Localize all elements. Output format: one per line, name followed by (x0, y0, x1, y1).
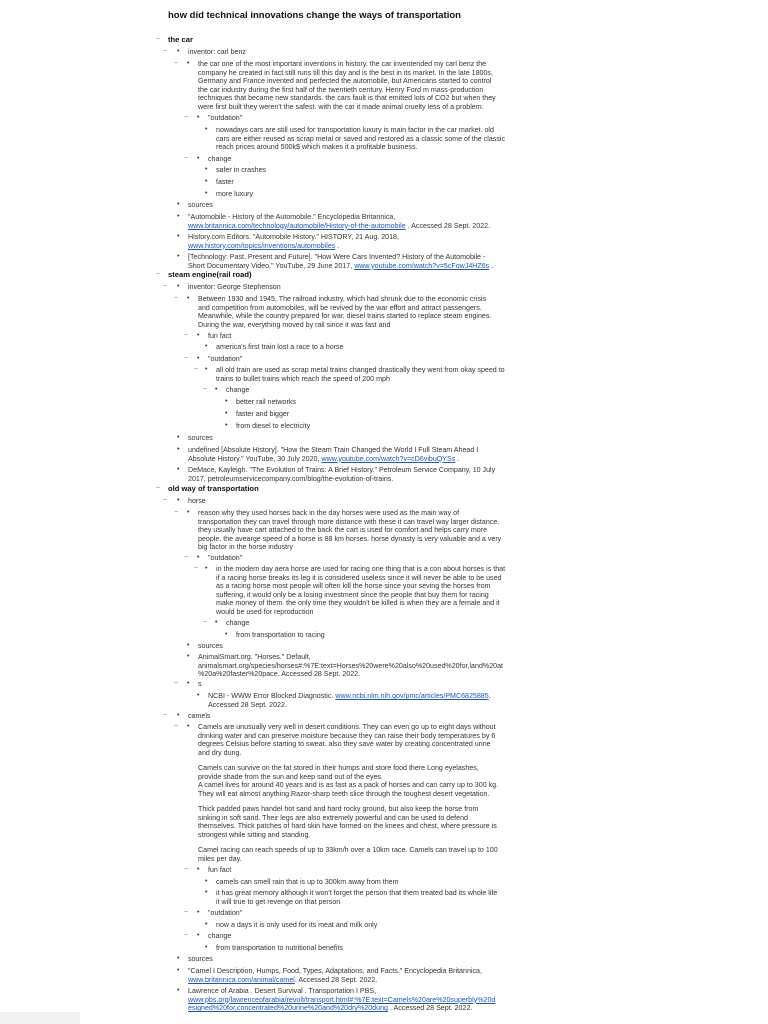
line-text: animalsmart.org/species/horses#:%7E:text=Horses%20were%20also%20used%20for,land%20at (198, 661, 504, 670)
outline-line (216, 582, 490, 591)
line-text: were first built they weren't the safest. with the car it made animal cruelty less of a problem. (198, 102, 484, 111)
collapse-toggle-icon[interactable]: − (184, 114, 189, 121)
outline-line (198, 103, 484, 112)
outline-line (208, 909, 242, 918)
outline-line (216, 898, 340, 907)
line-text: sources (188, 434, 213, 442)
line-text: inventor: George Stephenson (188, 283, 281, 291)
reference-link[interactable]: esigned%20for,concentrated%20urine%20and%20dry%20dung (188, 1004, 388, 1012)
line-text: it will true to get revenge on that person (216, 897, 341, 906)
outline-line (188, 434, 213, 443)
bottom-edge (0, 1012, 80, 1024)
outline-line (208, 692, 491, 701)
line-text: undefined [Absolute History]. "How the Steam Train Changed the World I Full Steam Ahead I (188, 446, 479, 454)
bullet-icon[interactable]: • (205, 944, 208, 951)
bullet-icon[interactable]: • (177, 283, 180, 290)
line-text: nowadays cars are still used for transportation luxury is main factor in the car market. old (216, 126, 494, 134)
outline-line (216, 608, 313, 617)
line-text: Meanwhile, while the country prepared for war, diesel trains started to replace steam engines. (198, 312, 492, 320)
bullet-icon[interactable]: • (205, 190, 208, 197)
bullet-icon[interactable]: • (187, 509, 190, 516)
bullet-icon[interactable]: • (205, 343, 208, 350)
line-text: A camel lives for around 40 years and is as fast as a pack of horses and can carry up to 300 kg. (198, 781, 499, 789)
outline-line (216, 343, 344, 352)
bullet-icon[interactable]: • (177, 446, 180, 453)
collapse-toggle-icon[interactable]: − (184, 909, 189, 916)
collapse-toggle-icon[interactable]: − (174, 509, 179, 516)
outline-line (208, 155, 231, 164)
collapse-toggle-icon[interactable]: − (174, 295, 179, 302)
outline-line (198, 732, 495, 741)
bullet-icon[interactable]: • (197, 554, 200, 561)
line-text: sources (188, 955, 213, 963)
outline-line (198, 822, 497, 831)
collapse-toggle-icon[interactable]: − (174, 723, 179, 730)
bullet-icon[interactable]: • (177, 967, 180, 974)
line-text: "outdation" (208, 554, 243, 562)
line-text: "outdation" (208, 909, 243, 917)
line-text: all old train are used as scrap metal trains changed drastically they went from okay speed to (216, 366, 505, 374)
line-suffix: . Accessed 28 Sept. 2022. (405, 221, 491, 230)
line-text: %20a%20faster%20pace. Accessed 28 Sept. 2022. (198, 670, 361, 678)
line-text: more luxury (216, 190, 254, 198)
outline-line (198, 831, 310, 840)
bullet-icon[interactable]: • (177, 233, 180, 240)
collapse-toggle-icon[interactable]: − (184, 554, 189, 561)
line-suffix: . (488, 692, 491, 700)
line-suffix: . (335, 241, 340, 250)
outline-line (198, 805, 478, 814)
outline-line (216, 143, 418, 152)
outline-line (216, 944, 343, 953)
bullet-icon[interactable]: • (205, 921, 208, 928)
line-text: DeMace, Kayleigh. "The Evolution of Trains: A Brief History." Petroleum Service Company, 10 July (188, 466, 496, 474)
line-suffix: . Accessed 28 Sept. 2022. (387, 1004, 473, 1012)
bullet-icon[interactable]: • (225, 422, 228, 429)
outline-line (216, 166, 266, 175)
bullet-icon[interactable]: • (215, 386, 218, 393)
line-text: Lawrence of Arabia . Desert Survival . Transportation I PBS, (188, 987, 377, 995)
bullet-icon[interactable]: • (187, 653, 190, 660)
line-text: change (226, 386, 250, 394)
line-text: change (226, 619, 250, 627)
outline-line (198, 526, 487, 535)
outline-line (208, 355, 242, 364)
outline-line (198, 814, 468, 823)
line-text: america's first train lost a race to a horse (216, 343, 344, 351)
line-suffix: . (489, 261, 494, 270)
collapse-toggle-icon[interactable]: − (163, 497, 168, 504)
outline-line (236, 631, 325, 640)
line-text: safer in crashes (216, 166, 267, 174)
bullet-icon[interactable]: • (187, 60, 190, 67)
line-text: trains to bullet trains which reach the speed of 200 mph (216, 374, 390, 383)
outline-line (216, 135, 505, 144)
outline-line (198, 662, 503, 671)
bullet-icon[interactable]: • (205, 878, 208, 885)
outline-line (208, 701, 287, 710)
line-text: horse (188, 497, 206, 505)
page-title: how did technical innovations change the ways of transportation (168, 10, 461, 21)
line-text: suffering, it would only be a losing investment since the people that buy them for racing (216, 590, 489, 599)
outline-line (198, 653, 311, 662)
outline-line (188, 253, 485, 262)
line-text: and competition from automobiles, will be revived by the war effort and attract passengers. (198, 303, 482, 312)
outline-line (198, 94, 496, 103)
outline-line (198, 321, 390, 330)
line-text: sources (188, 201, 213, 209)
reference-link[interactable]: www.britannica.com/technology/automobile/History-of-the-automobile (188, 221, 406, 230)
line-text: Camels can survive on the fat stored in their humps and store food there Long eyelashes, (198, 764, 479, 772)
line-text: provide shade from the sun and keep sand out of the eyes. (198, 772, 383, 781)
line-text: the car (168, 35, 193, 44)
outline-line (216, 889, 497, 898)
line-text: if a racing horse breaks its leg it is considered useless since it will never be able to be used (216, 573, 502, 582)
line-text: from diesel to electricity (236, 422, 311, 430)
reference-link[interactable]: www.youtube.com/watch?v=cD6vibuQYSs (321, 454, 456, 463)
line-text: from transportation to nutritional benefits (216, 944, 343, 952)
bullet-icon[interactable]: • (205, 126, 208, 133)
line-text: as a racing horse most people will often kill the horse since your seving the horses from (216, 582, 491, 590)
outline-line (216, 921, 377, 930)
line-text: the car one of the most important inventions in history. the car inventended my carl benz the (198, 60, 487, 68)
collapse-toggle-icon[interactable]: − (184, 155, 189, 162)
collapse-toggle-icon[interactable]: − (163, 48, 168, 55)
outline-line (188, 455, 459, 464)
outline-line (216, 178, 234, 187)
outline-line (198, 764, 479, 773)
outline-line (188, 712, 210, 721)
line-text: Camels are unusually very well in desert conditions. They can even go up to eight days without (198, 723, 496, 731)
bullet-icon[interactable]: • (187, 642, 190, 649)
outline-line (216, 878, 399, 887)
collapse-toggle-icon[interactable]: − (184, 932, 189, 939)
line-text: in the modern day aera horse are used for racing one thing that is a con about horses is that (216, 565, 506, 573)
line-text: During the war, everything moved by rail since it was fast and (198, 320, 391, 329)
line-text: change (208, 932, 232, 940)
line-text: change (208, 155, 232, 163)
outline-line (188, 283, 281, 292)
line-text: Absolute History." YouTube, 30 July 2020, (188, 454, 322, 463)
collapse-toggle-icon[interactable]: − (174, 680, 179, 687)
line-text: better rail networks (236, 398, 296, 406)
line-text: Between 1930 and 1945, The railroad industry, which had shrunk due to the economic crisis (198, 295, 486, 303)
outline-line (198, 535, 501, 544)
outline-line (188, 446, 478, 455)
outline-line (198, 509, 459, 518)
outline-line (198, 740, 491, 749)
bullet-icon[interactable]: • (177, 712, 180, 719)
line-text: and dry dung. (198, 748, 242, 757)
line-text: "Automobile - History of the Automobile." Encyclopedia Britannica, (188, 213, 396, 221)
line-text: 2017, petroleumservicecompany.com/blog/the-evolution-of-trains. (188, 474, 394, 483)
outline-line (198, 855, 242, 864)
line-text: Germany and France invented and perfected the automobile, but Americans started to control (198, 77, 492, 85)
outline-line (198, 670, 360, 679)
line-text: Camel racing can reach speeds of up to 33km/h over a 10km race. Camels can travel up to 100 (198, 846, 498, 854)
bullet-icon[interactable]: • (197, 866, 200, 873)
outline-line (188, 213, 395, 222)
outline-line (208, 866, 231, 875)
outline-line (226, 386, 249, 395)
line-text: "Camel I Description, Humps, Food, Types, Adaptations, and Facts." Encyclopedia Britannica, (188, 967, 482, 975)
outline-line (208, 114, 242, 123)
line-text: fun fact (208, 332, 232, 340)
outline-line (188, 955, 213, 964)
outline-line (188, 233, 399, 242)
line-text: drinking water and can preserve moisture because they can raise their body temperatures by 6 (198, 731, 496, 740)
outline-line (198, 77, 491, 86)
bullet-icon[interactable]: • (187, 723, 190, 730)
line-text: faster and bigger (236, 410, 290, 418)
outline-line (236, 410, 289, 419)
line-text: "outdation" (208, 355, 243, 363)
line-text: steam engine(rail road) (168, 270, 252, 279)
section-heading (168, 271, 252, 280)
collapse-toggle-icon[interactable]: − (156, 485, 161, 492)
outline-line (208, 332, 231, 341)
line-text: They will eat almost anything.Razor-sharp teeth slice through the toughest desert vegetation. (198, 789, 490, 798)
outline-line (188, 242, 339, 251)
outline-line (198, 86, 483, 95)
bullet-icon[interactable]: • (197, 332, 200, 339)
bullet-icon[interactable]: • (205, 565, 208, 572)
outline-line (198, 680, 202, 689)
outline-line (226, 619, 249, 628)
line-text: Short Documentary Video." YouTube, 29 June 2017, (188, 261, 355, 270)
collapse-toggle-icon[interactable]: − (203, 619, 208, 626)
outline-line (198, 790, 489, 799)
bullet-icon[interactable]: • (197, 909, 200, 916)
outline-line (198, 69, 493, 78)
outline-line (208, 932, 231, 941)
outline-line (188, 201, 213, 210)
outline-line (236, 398, 296, 407)
line-text: it has great memory although it won't forget the person that them treated bad its whole life (216, 889, 498, 897)
outline-line (188, 48, 246, 57)
line-text: reason why they used horses back in the day horses were used as the main way of (198, 509, 460, 517)
collapse-toggle-icon[interactable]: − (156, 271, 161, 278)
line-text: s (198, 680, 202, 688)
outline-line (216, 574, 501, 583)
bullet-icon[interactable]: • (177, 201, 180, 208)
collapse-toggle-icon[interactable]: − (203, 386, 208, 393)
line-text: from transportation to racing (236, 631, 325, 639)
section-heading (168, 485, 259, 494)
outline-line (198, 304, 482, 313)
outline-line (188, 967, 482, 976)
outline-line (208, 554, 242, 563)
outline-line (188, 1004, 472, 1013)
outline-line (198, 295, 486, 304)
bullet-icon[interactable]: • (197, 692, 200, 699)
line-text: they usually have cart attached to the back the cart is used for comfort and helps carry more (198, 526, 488, 534)
outline-line (188, 262, 493, 271)
bullet-icon[interactable]: • (197, 155, 200, 162)
bullet-icon[interactable]: • (215, 619, 218, 626)
outline-line (198, 781, 498, 790)
line-text: inventor: carl benz (188, 48, 246, 56)
bullet-icon[interactable]: • (225, 398, 228, 405)
bullet-icon[interactable]: • (225, 631, 228, 638)
bullet-icon[interactable]: • (205, 178, 208, 185)
collapse-toggle-icon[interactable]: − (194, 366, 199, 373)
outline-line (216, 375, 390, 384)
bullet-icon[interactable]: • (177, 213, 180, 220)
line-text: miles per day. (198, 854, 242, 863)
outline-line (216, 565, 505, 574)
bullet-icon[interactable]: • (177, 466, 180, 473)
line-text: "outdation" (208, 114, 243, 122)
outline-line (198, 642, 223, 651)
line-text: AnimalSmart.org. "Horses." Default, (198, 653, 311, 661)
outline-line (188, 976, 377, 985)
line-text: cars are either reused as scrap metal or saved and restored as a classic some of the classic (216, 134, 506, 143)
outline-line (188, 466, 495, 475)
line-text: would be used for reproduction (216, 607, 314, 616)
line-text: techniques that became new standards. the cars fault is that emitted lots of CO2 but when they (198, 94, 496, 102)
line-text: transportation they can travel through more distance with these it can travel way larger distance. (198, 517, 500, 526)
bullet-icon[interactable]: • (177, 48, 180, 55)
line-text: Thick padded paws handel hot sand and hard rocky ground, but also keep the horse from (198, 805, 479, 813)
collapse-toggle-icon[interactable]: − (194, 565, 199, 572)
outline-line (198, 312, 491, 321)
line-text: camels (188, 712, 211, 720)
outline-line (188, 222, 490, 231)
outline-line (198, 518, 499, 527)
reference-link[interactable]: www.youtube.com/watch?v=5cFowJ4HZ6s (354, 261, 490, 270)
outline-line (188, 475, 393, 484)
bullet-icon[interactable]: • (187, 680, 190, 687)
collapse-toggle-icon[interactable]: − (163, 283, 168, 290)
outline-line (216, 366, 505, 375)
line-text: sinking in soft sand. Their legs are also extremely powerful and can be used to defend (198, 813, 468, 822)
line-text: camels can smell rain that is up to 300km away from them (216, 878, 399, 886)
reference-link[interactable]: www.britannica.com/animal/camel (188, 975, 295, 984)
collapse-toggle-icon[interactable]: − (174, 60, 179, 67)
bullet-icon[interactable]: • (225, 410, 228, 417)
bullet-icon[interactable]: • (187, 295, 190, 302)
section-heading (168, 36, 193, 45)
outline-line (216, 591, 489, 600)
line-text: themselves. Thick patches of hard skin have formed on the knees and chest, where pressure is (198, 822, 497, 830)
line-text: sources (198, 642, 223, 650)
outline-line (198, 723, 496, 732)
bullet-icon[interactable]: • (205, 366, 208, 373)
line-text: people. the avearge speed of a horse is 88 km horses. horse dynasty is very valuable and a very (198, 534, 502, 543)
outline-line (188, 987, 376, 996)
bullet-icon[interactable]: • (177, 434, 180, 441)
outline-line (216, 190, 253, 199)
line-text: strongest while sitting and standing. (198, 830, 311, 839)
outline-line (216, 126, 494, 135)
line-text: company he created in fact still runs till this day and is the best in its market. In the late 1800s, (198, 68, 493, 77)
reference-link[interactable]: www.history.com/topics/inventions/automobiles (188, 241, 336, 250)
outline-line (236, 422, 310, 431)
bullet-icon[interactable]: • (205, 889, 208, 896)
collapse-toggle-icon[interactable]: − (163, 712, 168, 719)
line-text: History.com Editors. "Automobile History." HISTORY, 21 Aug. 2018, (188, 233, 399, 241)
bullet-icon[interactable]: • (197, 114, 200, 121)
bullet-icon[interactable]: • (177, 987, 180, 994)
line-text: faster (216, 178, 234, 186)
collapse-toggle-icon[interactable]: − (184, 332, 189, 339)
line-text: fun fact (208, 866, 232, 874)
outline-line (198, 749, 241, 758)
line-text: make money of them. the only time they wouldn't be killed is when they are a female and it (216, 599, 500, 607)
line-text: reach prices around 500k$ which makes it a profitable business. (216, 143, 418, 151)
line-text: big factor in the horse industry (198, 543, 294, 551)
outline-line (198, 773, 383, 782)
line-suffix: . (455, 454, 460, 463)
outline-line (198, 60, 486, 69)
line-text: degrees Celsius before starting to sweat. also they save water by creating concentrated urine (198, 740, 491, 748)
bullet-icon[interactable]: • (177, 497, 180, 504)
bullet-icon[interactable]: • (177, 955, 180, 962)
line-text: [Technology: Past, Present and Future]. "How Were Cars Invented? History of the Automobile - (188, 253, 486, 261)
outline-line (216, 599, 500, 608)
collapse-toggle-icon[interactable]: − (184, 355, 189, 362)
bullet-icon[interactable]: • (197, 355, 200, 362)
outline-line (198, 543, 293, 552)
line-text: NCBI - WWW Error Blocked Diagnostic. (208, 692, 336, 700)
outline-line (188, 996, 495, 1005)
bullet-icon[interactable]: • (197, 932, 200, 939)
line-suffix: . Accessed 28 Sept. 2022. (294, 975, 378, 984)
reference-link[interactable]: www.pbs.org/lawrenceofarabia/revolt/transport.html#:%7E:text=Camels%20are%20superbly%20d (188, 995, 496, 1004)
outline-line (198, 846, 498, 855)
outline-line (188, 497, 206, 506)
reference-link[interactable]: www.ncbi.nlm.nih.gov/pmc/articles/PMC6825885 (335, 692, 489, 700)
collapse-toggle-icon[interactable]: − (156, 36, 161, 43)
line-text: the car industry during the first half of the twentieth century. Henry Ford m mass-production (198, 85, 484, 94)
line-text: old way of transportation (168, 484, 259, 493)
collapse-toggle-icon[interactable]: − (184, 866, 189, 873)
line-text: Accessed 28 Sept. 2022. (208, 700, 287, 709)
line-text: now a days it is only used for its meat and milk only (216, 921, 378, 929)
bullet-icon[interactable]: • (205, 166, 208, 173)
bullet-icon[interactable]: • (177, 253, 180, 260)
